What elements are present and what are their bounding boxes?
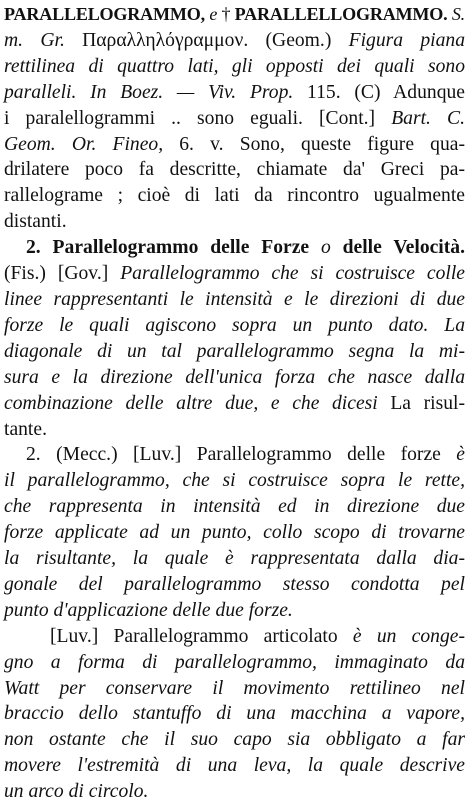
text-segment: Bart. C. xyxy=(391,107,465,129)
text-line xyxy=(4,339,465,365)
text-line xyxy=(4,391,465,417)
text-line xyxy=(4,209,465,235)
text-segment: linee rappresentanti le intensità e le direzioni di due xyxy=(4,288,465,310)
text-line xyxy=(4,624,465,650)
text-segment: Watt per conservare il movimento rettilineo nel xyxy=(4,677,465,699)
text-line xyxy=(4,520,465,546)
text-line xyxy=(4,28,465,54)
text-segment: 6. v. Sono, queste figure qua- xyxy=(163,133,465,155)
text-segment: m. Gr. xyxy=(4,29,65,51)
text-line xyxy=(4,313,465,339)
text-segment: la risultante, la quale è rappresentata dalla dia- xyxy=(4,548,465,570)
text-segment: è un conge- xyxy=(352,625,465,647)
text-segment: forze applicate ad un punto, collo scopo di trovarne xyxy=(4,522,465,544)
text-segment: delle Velocità. xyxy=(342,237,465,259)
text-segment: gno a forma di parallelogrammo, immaginato da xyxy=(4,651,465,673)
text-segment: (Fis.) [Gov.] xyxy=(4,263,121,285)
dictionary-entry xyxy=(4,2,465,805)
text-line xyxy=(4,701,465,727)
text-segment: distanti. xyxy=(4,211,67,233)
text-line xyxy=(4,494,465,520)
text-line xyxy=(4,106,465,132)
text-segment: braccio dello stantuffo di una macchina a vapore, xyxy=(4,703,465,725)
text-segment: rettilinea di quattro lati, gli opposti dei quali sono xyxy=(4,55,465,77)
text-segment: diagonale di un tal parallelogrammo segna la mi- xyxy=(4,340,465,362)
text-segment: rallelograme ; cioè di lati da rincontro ugualmente xyxy=(4,185,465,207)
text-segment: non ostante che il suo capo sia obbligato a far xyxy=(4,729,465,751)
text-line xyxy=(4,261,465,287)
text-line xyxy=(4,80,465,106)
text-line xyxy=(4,572,465,598)
text-segment: un arco di circolo. xyxy=(4,781,149,803)
text-line xyxy=(4,54,465,80)
text-segment: Figura piana xyxy=(348,29,465,51)
text-segment: 2. Parallelogrammo delle Forze xyxy=(26,237,310,259)
text-line xyxy=(4,157,465,183)
text-line xyxy=(4,442,465,468)
text-segment: combinazione delle altre due, e che dicesi xyxy=(4,392,378,414)
text-segment: e xyxy=(209,4,218,24)
text-segment: movere l'estremità di una leva, la quale descrive xyxy=(4,755,465,777)
text-line xyxy=(4,779,465,805)
text-segment: [Luv.] Parallelogrammo articolato xyxy=(50,625,353,647)
text-segment: Παραλληλόγραμμον. (Geom.) xyxy=(64,29,349,51)
text-segment: i paralellogrammi .. sono eguali. [Cont.] xyxy=(4,107,392,129)
text-segment: punto d'applicazione delle due forze. xyxy=(4,599,293,621)
text-segment: gonale del parallelogrammo stesso condotta pel xyxy=(4,573,465,595)
text-segment: † xyxy=(217,4,235,24)
text-line xyxy=(4,727,465,753)
text-segment: 2. (Mecc.) [Luv.] Parallelogrammo delle forze xyxy=(26,444,457,466)
text-segment: Geom. Or. Fineo, xyxy=(4,133,164,155)
text-segment: tante. xyxy=(4,418,47,440)
text-line xyxy=(4,235,465,261)
text-segment: PARALLELOGRAMMO, xyxy=(4,4,205,24)
text-segment: o xyxy=(320,237,331,259)
text-segment: è xyxy=(456,444,465,466)
text-segment: che rappresenta in intensità ed in direzione due xyxy=(4,496,465,518)
text-segment: 115. (C) Adunque xyxy=(293,81,465,103)
text-line xyxy=(4,598,465,624)
text-segment: La risul- xyxy=(377,392,465,414)
text-line xyxy=(4,2,465,28)
text-line xyxy=(4,676,465,702)
text-segment: il parallelogrammo, che si costruisce sopra le rette, xyxy=(4,470,465,492)
text-segment: sura e la direzione dell'unica forza che nasce dalla xyxy=(4,366,465,388)
text-segment: drilatere poco fa descritte, chiamate da' Greci pa- xyxy=(4,159,465,181)
text-line xyxy=(4,365,465,391)
text-line xyxy=(4,468,465,494)
text-line xyxy=(4,287,465,313)
text-line xyxy=(4,417,465,443)
text-line xyxy=(4,753,465,779)
text-segment: paralleli. In Boez. — Viv. Prop. xyxy=(4,81,294,103)
text-line xyxy=(4,132,465,158)
text-segment: forze le quali agiscono sopra un punto dato. La xyxy=(4,314,465,336)
text-segment: PARALLELLOGRAMMO. xyxy=(234,4,448,24)
text-segment: Parallelogrammo che si costruisce colle xyxy=(120,263,465,285)
text-segment xyxy=(309,237,321,258)
text-line xyxy=(4,183,465,209)
text-line xyxy=(4,650,465,676)
text-segment xyxy=(331,237,343,258)
text-line xyxy=(4,546,465,572)
text-segment: S. xyxy=(451,4,466,24)
